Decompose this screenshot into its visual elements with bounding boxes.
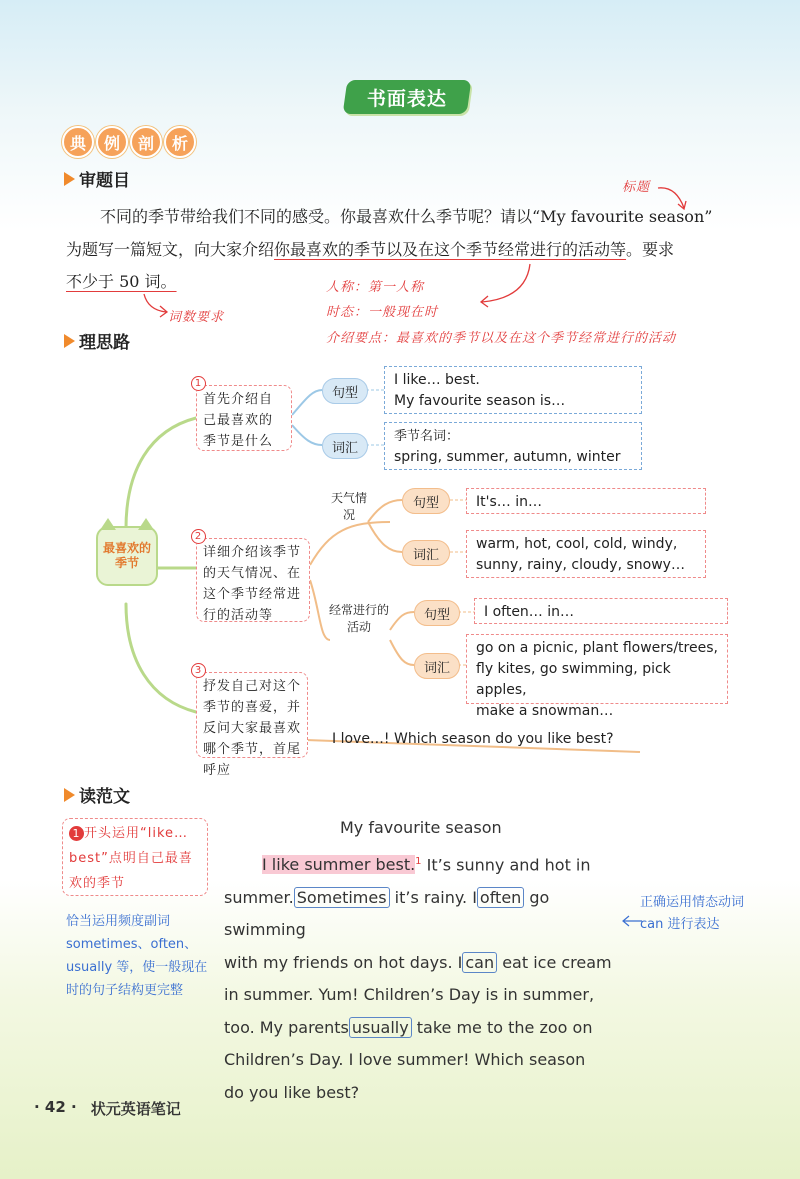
essay-title: My favourite season [340,818,502,837]
side-note-modal: 正确运用情态动词 can 进行表达 [640,895,745,932]
note-tense: 时态：一般现在时 [326,305,439,320]
step-2-box: 2 详细介绍该季节的天气情况、在这个季节经常进行的活动等 [196,538,310,622]
prompt-line-3: 不少于 50 词。 [66,272,177,291]
essay-body [224,846,624,1109]
step-3-box: 3 抒发自己对这个季节的喜爱，并反问大家最喜欢哪个季节，首尾呼应 [196,672,308,758]
vocab-box: warm, hot, cool, cold, windy, sunny, rainy, cloudy, snowy… [466,530,706,578]
closing-sentence: I love…! Which season do you like best? [332,731,614,747]
boxed-word: usually [349,1017,412,1038]
pill-sentence: 句型 [402,488,450,514]
sentence-box: I like… best. My favourite season is… [384,366,642,414]
essay-line: too. My parents usually take me to the zoo on [224,1017,593,1037]
ear-shape [100,518,116,530]
chip: 典 [62,126,94,158]
pill-vocab: 词汇 [322,433,368,459]
note-person: 人称：第一人称 [326,280,425,295]
boxed-word: often [477,887,524,908]
step-1-box: 1 首先介绍自己最喜欢的季节是什么 [196,385,292,451]
essay-line: summer. Sometimes it’s rainy. I often go swimming [224,887,550,940]
pill-vocab: 词汇 [402,540,450,566]
heading-read-sample: 读范文 [64,782,130,807]
note-words: 词数要求 [168,310,225,325]
side-note-adverbs: 恰当运用频度副词 sometimes、often、usually 等，使一般现在时的句子结构更完整 [66,914,208,998]
banner-title: 书面表达 [366,87,447,110]
weather-label: 天气情况 [330,491,367,522]
heading-organize: 理思路 [64,328,130,353]
pill-sentence: 句型 [322,378,368,404]
heading-analyze-task: 审题目 [64,166,130,191]
boxed-word: can [462,952,497,973]
essay-line: do you like best? [224,1082,360,1102]
page-number: · 42 · [34,1098,77,1116]
boxed-word: Sometimes [294,887,390,908]
chip: 析 [164,126,196,158]
chip: 例 [96,126,128,158]
note-points: 介绍要点：最喜欢的季节以及在这个季节经常进行的活动 [326,331,677,346]
mindmap-center: 最喜欢的季节 [96,526,158,586]
essay-line: with my friends on hot days. I can eat ice cream [224,952,612,972]
essay-line: Children’s Day. I love summer! Which season [224,1050,586,1070]
pill-sentence: 句型 [414,600,460,626]
footer [34,1098,181,1119]
ear-shape [138,518,154,530]
prompt-line-1: 不同的季节带给我们不同的感受。你最喜欢什么季节呢？请以“My favourite season” [100,207,713,226]
essay-line: I like summer best.$^1$ It’s sunny and hot in [262,855,591,875]
prompt-line-2: 为题写一篇短文，向大家介绍你最喜欢的季节以及在这个季节经常进行的活动等。要求 [66,240,675,259]
pill-vocab: 词汇 [414,653,460,679]
prompt-highlight: 你最喜欢的季节以及在这个季节经常进行的活动等 [274,240,627,259]
vocab-box: go on a picnic, plant flowers/trees, fly kites, go swimming, pick apples, make a snowman… [466,634,728,704]
vocab-box: 季节名词： spring, summer, autumn, winter [384,422,642,470]
sentence-box: It's… in… [466,488,706,514]
essay-line: in summer. Yum! Children’s Day is in summer, [224,985,595,1005]
triangle-icon [64,788,75,802]
book-title: 状元英语笔记 [90,1100,181,1118]
sentence-box: I often… in… [474,598,728,624]
highlight-topic: I like summer best. [262,855,416,875]
activity-label: 经常进行的活动 [328,603,389,634]
note-title: 标题 [622,180,651,195]
side-note-opening: 1 开头运用“like… best”点明自己最喜欢的季节 [62,818,208,896]
chip: 剖 [130,126,162,158]
